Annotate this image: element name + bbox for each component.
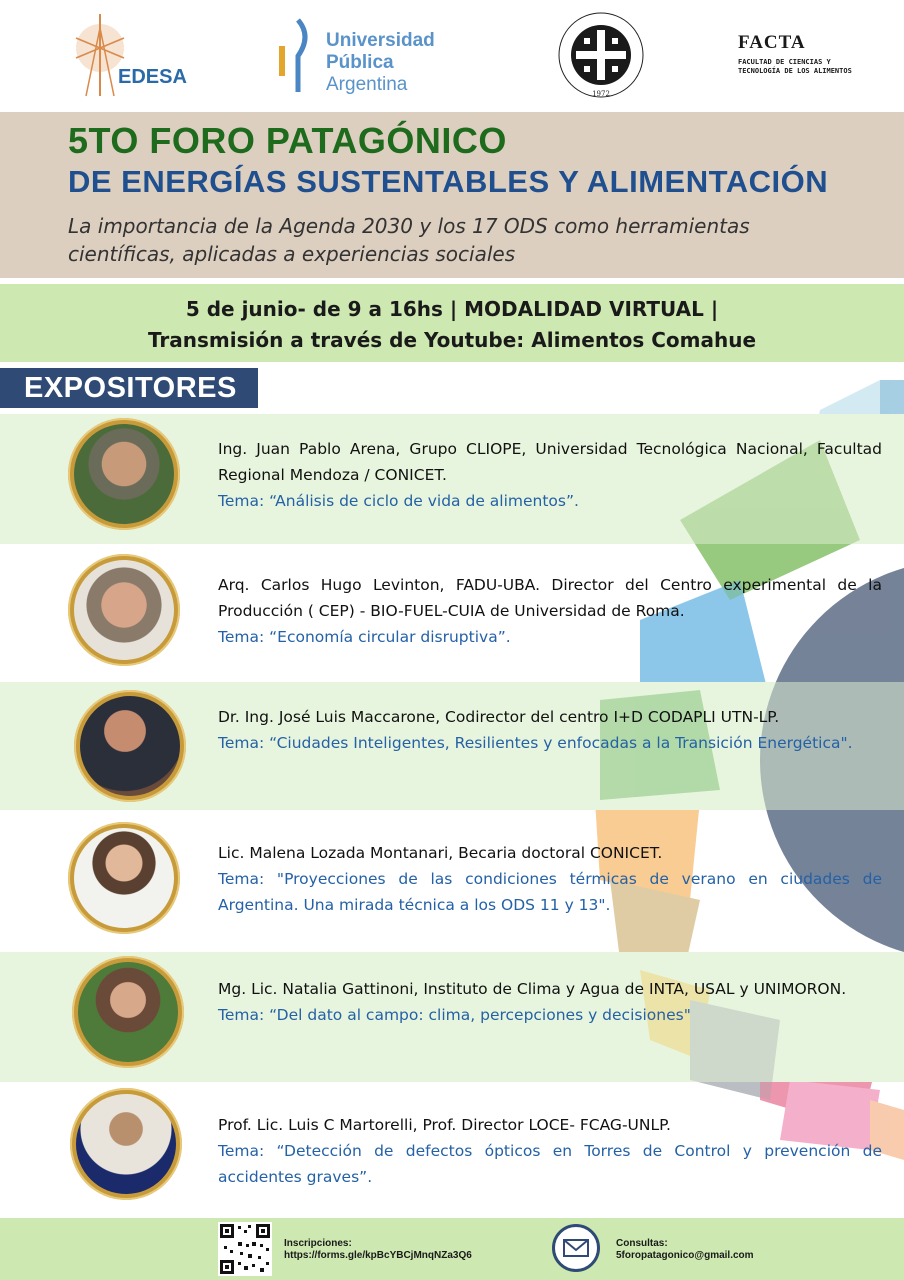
speaker-entry <box>218 572 882 650</box>
inscripciones-link[interactable]: https://forms.gle/kpBcYBCjMnqNZa3Q6 <box>284 1250 472 1261</box>
facta-logo-subtitle: FACULTAD DE CIENCIAS Y TECNOLOGÍA DE LOS ALIMENTOS <box>738 58 852 75</box>
speaker-name: Ing. Juan Pablo Arena, Grupo CLIOPE, Universidad Tecnológica Nacional, Facultad Regional Mendoza / CONICET. <box>218 440 882 484</box>
speaker-topic: Tema: “Economía circular disruptiva”. <box>218 628 511 646</box>
speaker-photo <box>80 696 180 796</box>
comahue-year: 1972 <box>592 90 610 98</box>
speaker-topic: Tema: “Ciudades Inteligentes, Resilientes y enfocadas a la Transición Energética". <box>218 734 853 752</box>
upa-logo-mark <box>276 16 316 96</box>
inscripciones-label: Inscripciones: <box>284 1238 352 1249</box>
speaker-photo-frame <box>72 956 184 1068</box>
speaker-entry <box>218 1112 882 1190</box>
speaker-photo <box>76 1094 176 1194</box>
forum-subtitle-heading: DE ENERGÍAS SUSTENTABLES Y ALIMENTACIÓN <box>68 164 829 199</box>
speaker-name: Mg. Lic. Natalia Gattinoni, Instituto de Clima y Agua de INTA, USAL y UNIMORON. <box>218 980 847 998</box>
speaker-photo <box>74 560 174 660</box>
speaker-photo <box>78 962 178 1062</box>
speaker-photo <box>74 424 174 524</box>
speaker-topic: Tema: "Proyecciones de las condiciones térmicas de verano en ciudades de Argentina. Una mirada técnica a los ODS 11 y 13". <box>218 870 882 914</box>
upa-line-1: Universidad <box>326 30 435 51</box>
facta-logo-title: FACTA <box>738 32 806 53</box>
speaker-entry <box>218 840 882 918</box>
speaker-entry <box>218 436 882 514</box>
speaker-entry <box>218 976 882 1028</box>
speaker-entry <box>218 704 882 756</box>
event-date-modality: 5 de junio- de 9 a 16hs | MODALIDAD VIRTUAL | <box>185 297 719 321</box>
upa-logo-text <box>326 30 435 96</box>
email-icon <box>552 1224 600 1272</box>
speaker-photo <box>74 828 174 928</box>
speaker-photo-frame <box>74 690 186 802</box>
speaker-photo-frame <box>68 554 180 666</box>
speaker-name: Prof. Lic. Luis C Martorelli, Prof. Director LOCE- FCAG-UNLP. <box>218 1116 671 1134</box>
speaker-topic: Tema: “Del dato al campo: clima, percepciones y decisiones" <box>218 1006 691 1024</box>
forum-tagline: La importancia de la Agenda 2030 y los 17 ODS como herramientas científicas, aplicadas a experiencias sociales <box>68 214 750 266</box>
speaker-topic: Tema: “Detección de defectos ópticos en Torres de Control y prevención de accidentes graves”. <box>218 1142 882 1186</box>
speaker-photo-frame <box>68 418 180 530</box>
speaker-photo-frame <box>68 822 180 934</box>
consultas-label: Consultas: <box>616 1238 668 1249</box>
footer-band <box>0 1218 904 1280</box>
speaker-photo-frame <box>70 1088 182 1200</box>
upa-line-3: Argentina <box>326 74 408 95</box>
edesa-logo-text: EDESA <box>118 66 187 88</box>
speaker-name: Arq. Carlos Hugo Levinton, FADU-UBA. Director del Centro experimental de la Producción ( CEP) - BIO-FUEL-CUIA de Universidad de Roma. <box>218 576 882 620</box>
consultas-email[interactable]: 5foropatagonico@gmail.com <box>616 1250 754 1261</box>
upa-line-2: Pública <box>326 52 394 73</box>
speaker-name: Lic. Malena Lozada Montanari, Becaria doctoral CONICET. <box>218 844 663 862</box>
event-stream-info: Transmisión a través de Youtube: Alimentos Comahue <box>147 328 757 352</box>
forum-title: 5TO FORO PATAGÓNICO <box>68 120 507 161</box>
expositores-heading: EXPOSITORES <box>0 368 258 408</box>
qr-code-icon[interactable] <box>218 1222 272 1276</box>
speaker-name: Dr. Ing. José Luis Maccarone, Codirector del centro I+D CODAPLI UTN-LP. <box>218 708 780 726</box>
comahue-seal <box>556 10 646 100</box>
speaker-topic: Tema: “Análisis de ciclo de vida de alimentos”. <box>218 492 579 510</box>
